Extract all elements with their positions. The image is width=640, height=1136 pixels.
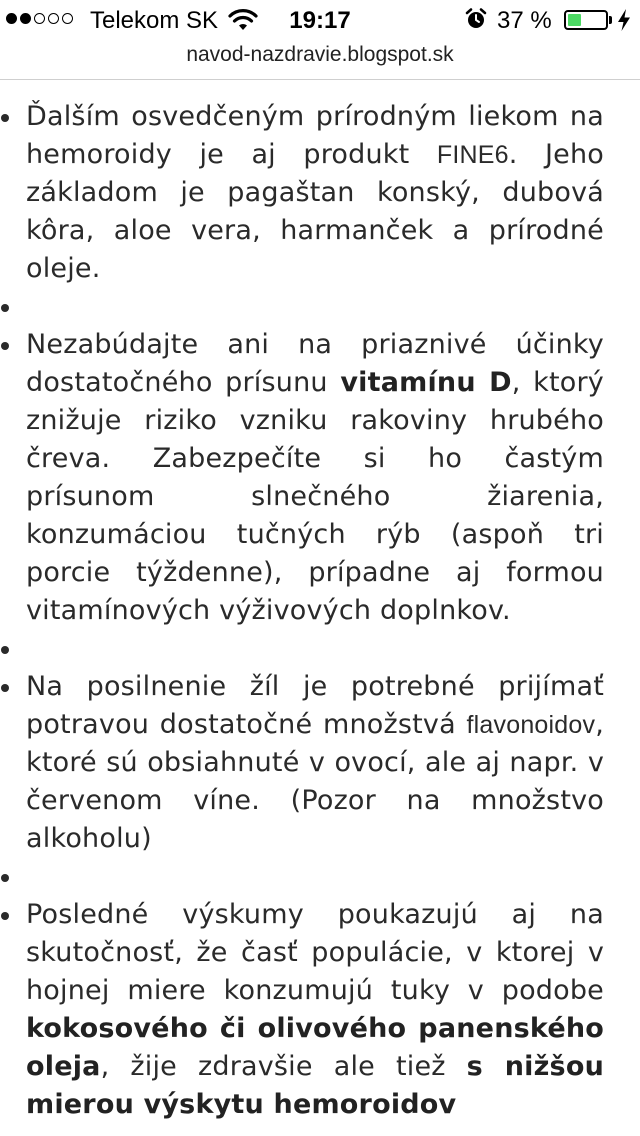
carrier-name: Telekom SK — [90, 7, 219, 34]
empty-list-item — [0, 288, 640, 326]
empty-list-item — [0, 858, 640, 896]
item-text: Posledné výskumy poukazujú aj na skutočnosť, že časť populácie, v ktorej v hojnej miere konzumujú tuky v podobe — [26, 899, 604, 1006]
item-text: Na posilnenie žíl je potrebné prijímať potravou dostatočné množstvá — [26, 671, 604, 740]
empty-list-item — [0, 630, 640, 668]
battery-tip — [609, 16, 612, 24]
charging-icon — [617, 9, 631, 31]
clock-time: 19:17 — [289, 7, 351, 34]
emphasis-text: kokosového či olivového panenského oleja — [26, 1013, 604, 1082]
item-text: . Jeho základom je pagaštan konský, dubová kôra, aloe vera, harmanček a prírodné oleje. — [26, 139, 604, 284]
item-text: , ktorý znižuje riziko vzniku rakoviny hrubého čreva. Zabezpečíte si ho častým prísunom slnečného žiarenia, konzumáciou tučných rýb (aspoň tri porcie týždenne), prípadne aj formou vitamínových výživových doplnkov. — [26, 367, 604, 626]
bullet-list — [0, 98, 640, 1124]
battery-percentage: 37 % — [497, 7, 552, 34]
list-item — [0, 98, 640, 288]
page-url[interactable]: navod-nazdravie.blogspot.sk — [186, 43, 454, 66]
item-text: Nezabúdajte ani na priaznivé účinky dostatočného prísunu — [26, 329, 604, 398]
battery-icon — [564, 10, 608, 30]
article-content — [0, 80, 640, 1136]
alarm-icon — [465, 8, 487, 30]
list-item — [0, 326, 640, 630]
item-text: Ďalším osvedčeným prírodným liekom na hemoroidy je aj produkt — [26, 101, 604, 170]
address-bar[interactable] — [0, 40, 640, 80]
battery-level-fill — [568, 14, 581, 26]
flavonoid-term: flavonoidov — [466, 711, 596, 739]
list-item — [0, 668, 640, 858]
product-name: FINE6 — [436, 141, 509, 169]
emphasis-text: s nižšou mierou výskytu hemoroidov — [26, 1051, 604, 1120]
item-text: , žije zdravšie ale tiež — [100, 1051, 467, 1082]
item-text: , ktoré sú obsiahnuté v ovocí, ale aj napr. v červenom víne. (Pozor na množstvo alkoholu) — [26, 709, 604, 854]
status-bar — [0, 0, 640, 40]
emphasis-text: vitamínu D — [340, 367, 512, 398]
list-item — [0, 896, 640, 1124]
